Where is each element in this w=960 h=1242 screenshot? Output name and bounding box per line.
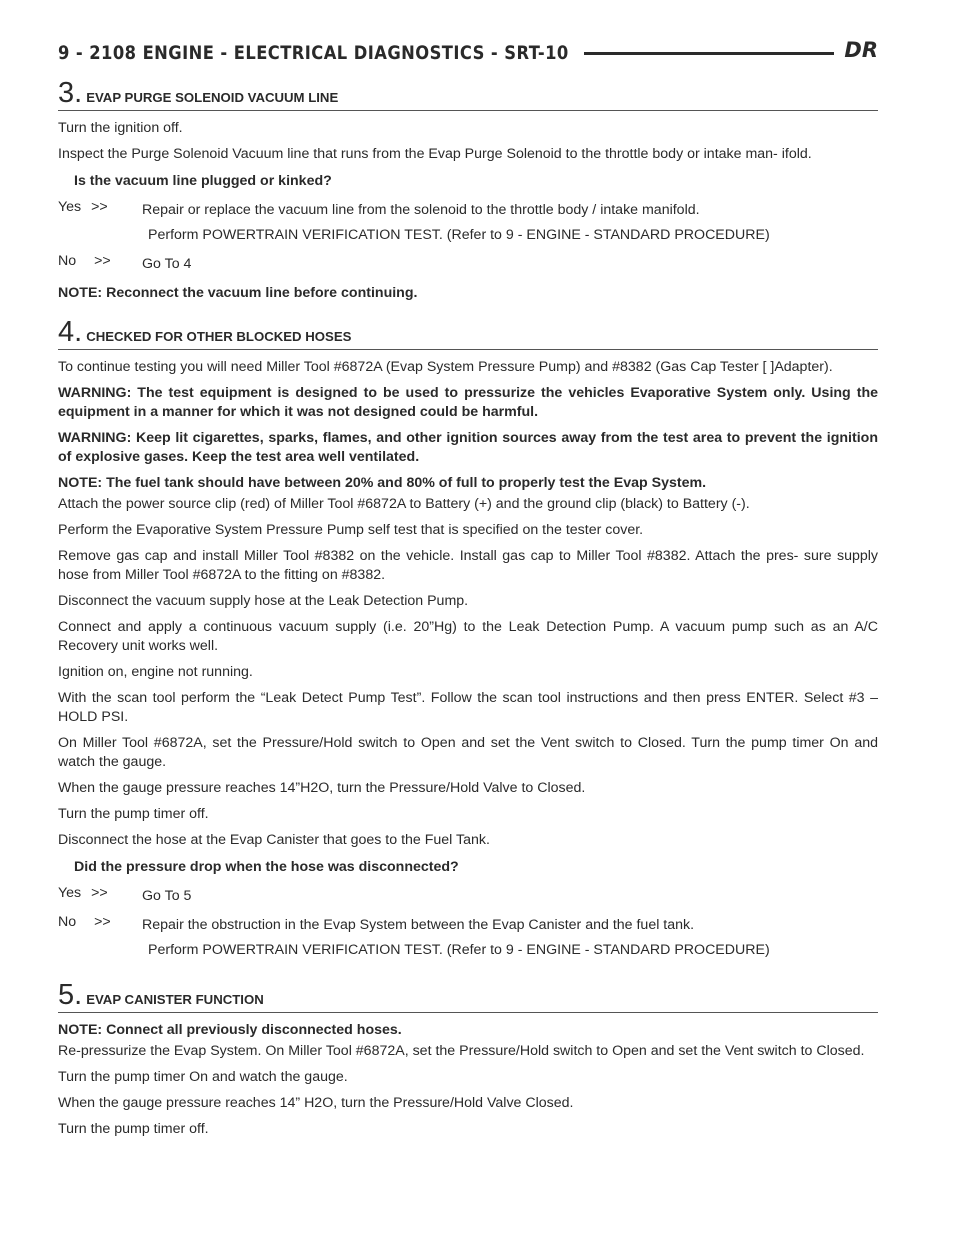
- paragraph: Turn the pump timer off.: [58, 806, 209, 822]
- answer-label: No: [58, 914, 77, 930]
- paragraph: Inspect the Purge Solenoid Vacuum line that runs from the Evap Purge Solenoid to the throttle body or intake man- ifold.: [58, 146, 812, 162]
- answer-label: Yes: [58, 885, 82, 901]
- step-number: 3.: [58, 77, 83, 109]
- arrow-glyph: >>: [94, 253, 111, 269]
- paragraph: When the gauge pressure reaches 14” H2O, turn the Pressure/Hold Valve Closed.: [58, 1095, 574, 1111]
- paragraph: Ignition on, engine not running.: [58, 664, 253, 680]
- answer-yes: [58, 201, 878, 251]
- paragraph: Attach the power source clip (red) of Miller Tool #6872A to Battery (+) and the ground clip (black) to Battery (-).: [58, 496, 750, 512]
- step-number: 4.: [58, 316, 83, 348]
- warning: WARNING: The test equipment is designed to be used to pressurize the vehicles Evaporative System only. Using the equipment in a manner for which it was not designed could be harmful.: [58, 385, 878, 420]
- warning: WARNING: Keep lit cigarettes, sparks, flames, and other ignition sources away from the test area to prevent the ignition of explosive gases. Keep the test area well ventilated.: [58, 430, 878, 465]
- step-3-heading: [58, 78, 878, 111]
- answer-text: Go To 5: [142, 888, 192, 904]
- paragraph: Disconnect the vacuum supply hose at the Leak Detection Pump.: [58, 593, 469, 609]
- arrow-glyph: >>: [91, 885, 108, 901]
- answer-label: Yes: [58, 199, 82, 215]
- paragraph: To continue testing you will need Miller Tool #6872A (Evap System Pressure Pump) and #8382 (Gas Cap Tester [ ]Adapter).: [58, 359, 833, 375]
- header-rule: [584, 52, 834, 55]
- answer-text: Perform POWERTRAIN VERIFICATION TEST. (Refer to 9 - ENGINE - STANDARD PROCEDURE): [148, 227, 770, 243]
- note: NOTE: The fuel tank should have between 20% and 80% of full to properly test the Evap System.: [58, 475, 707, 491]
- step-title: EVAP PURGE SOLENOID VACUUM LINE: [86, 90, 339, 105]
- answer-text: Repair the obstruction in the Evap System between the Evap Canister and the fuel tank.: [142, 917, 695, 933]
- arrow-glyph: >>: [94, 914, 111, 930]
- note: NOTE: Connect all previously disconnected hoses.: [58, 1022, 402, 1038]
- header-title: 9 - 2108 ENGINE - ELECTRICAL DIAGNOSTICS - SRT-10: [58, 42, 569, 64]
- paragraph: Connect and apply a continuous vacuum supply (i.e. 20”Hg) to the Leak Detection Pump. A vacuum pump such as an A/C Recovery unit works well.: [58, 619, 878, 654]
- page-header: [58, 38, 878, 68]
- paragraph: Disconnect the hose at the Evap Canister that goes to the Fuel Tank.: [58, 832, 490, 848]
- paragraph: With the scan tool perform the “Leak Detect Pump Test”. Follow the scan tool instructions and then press ENTER. Select #3 – HOLD PSI.: [58, 690, 878, 725]
- paragraph: Turn the pump timer off.: [58, 1121, 209, 1137]
- page-content: [58, 78, 878, 1146]
- paragraph: Turn the pump timer On and watch the gauge.: [58, 1069, 348, 1085]
- step-title: EVAP CANISTER FUNCTION: [86, 992, 264, 1007]
- answer-text: Perform POWERTRAIN VERIFICATION TEST. (Refer to 9 - ENGINE - STANDARD PROCEDURE): [148, 942, 770, 958]
- paragraph: Re-pressurize the Evap System. On Miller Tool #6872A, set the Pressure/Hold switch to Open and set the Vent switch to Closed.: [58, 1043, 865, 1059]
- step-title: CHECKED FOR OTHER BLOCKED HOSES: [86, 329, 352, 344]
- paragraph: When the gauge pressure reaches 14”H2O, turn the Pressure/Hold Valve to Closed.: [58, 780, 586, 796]
- step-5-heading: [58, 980, 878, 1013]
- answer-no: [58, 916, 878, 966]
- paragraph: On Miller Tool #6872A, set the Pressure/Hold switch to Open and set the Vent switch to Closed. Turn the pump timer On and watch the gauge.: [58, 735, 878, 770]
- answer-text: Go To 4: [142, 256, 192, 272]
- answer-yes: [58, 887, 878, 912]
- paragraph: Remove gas cap and install Miller Tool #8382 on the vehicle. Install gas cap to Miller Tool #8382. Attach the pres- sure supply hose from Miller Tool #6872A to the fitting on #8382.: [58, 548, 878, 583]
- answer-label: No: [58, 253, 77, 269]
- answer-text: Repair or replace the vacuum line from the solenoid to the throttle body / intake manifold.: [142, 202, 700, 218]
- step-4-heading: [58, 317, 878, 350]
- paragraph: Turn the ignition off.: [58, 120, 183, 136]
- answer-no: [58, 255, 878, 280]
- question: Is the vacuum line plugged or kinked?: [74, 173, 332, 189]
- note: NOTE: Reconnect the vacuum line before continuing.: [58, 285, 418, 301]
- paragraph: Perform the Evaporative System Pressure Pump self test that is specified on the tester cover.: [58, 522, 644, 538]
- header-model-tag: DR: [844, 38, 878, 62]
- arrow-glyph: >>: [91, 199, 108, 215]
- step-number: 5.: [58, 979, 83, 1011]
- question: Did the pressure drop when the hose was disconnected?: [74, 859, 459, 875]
